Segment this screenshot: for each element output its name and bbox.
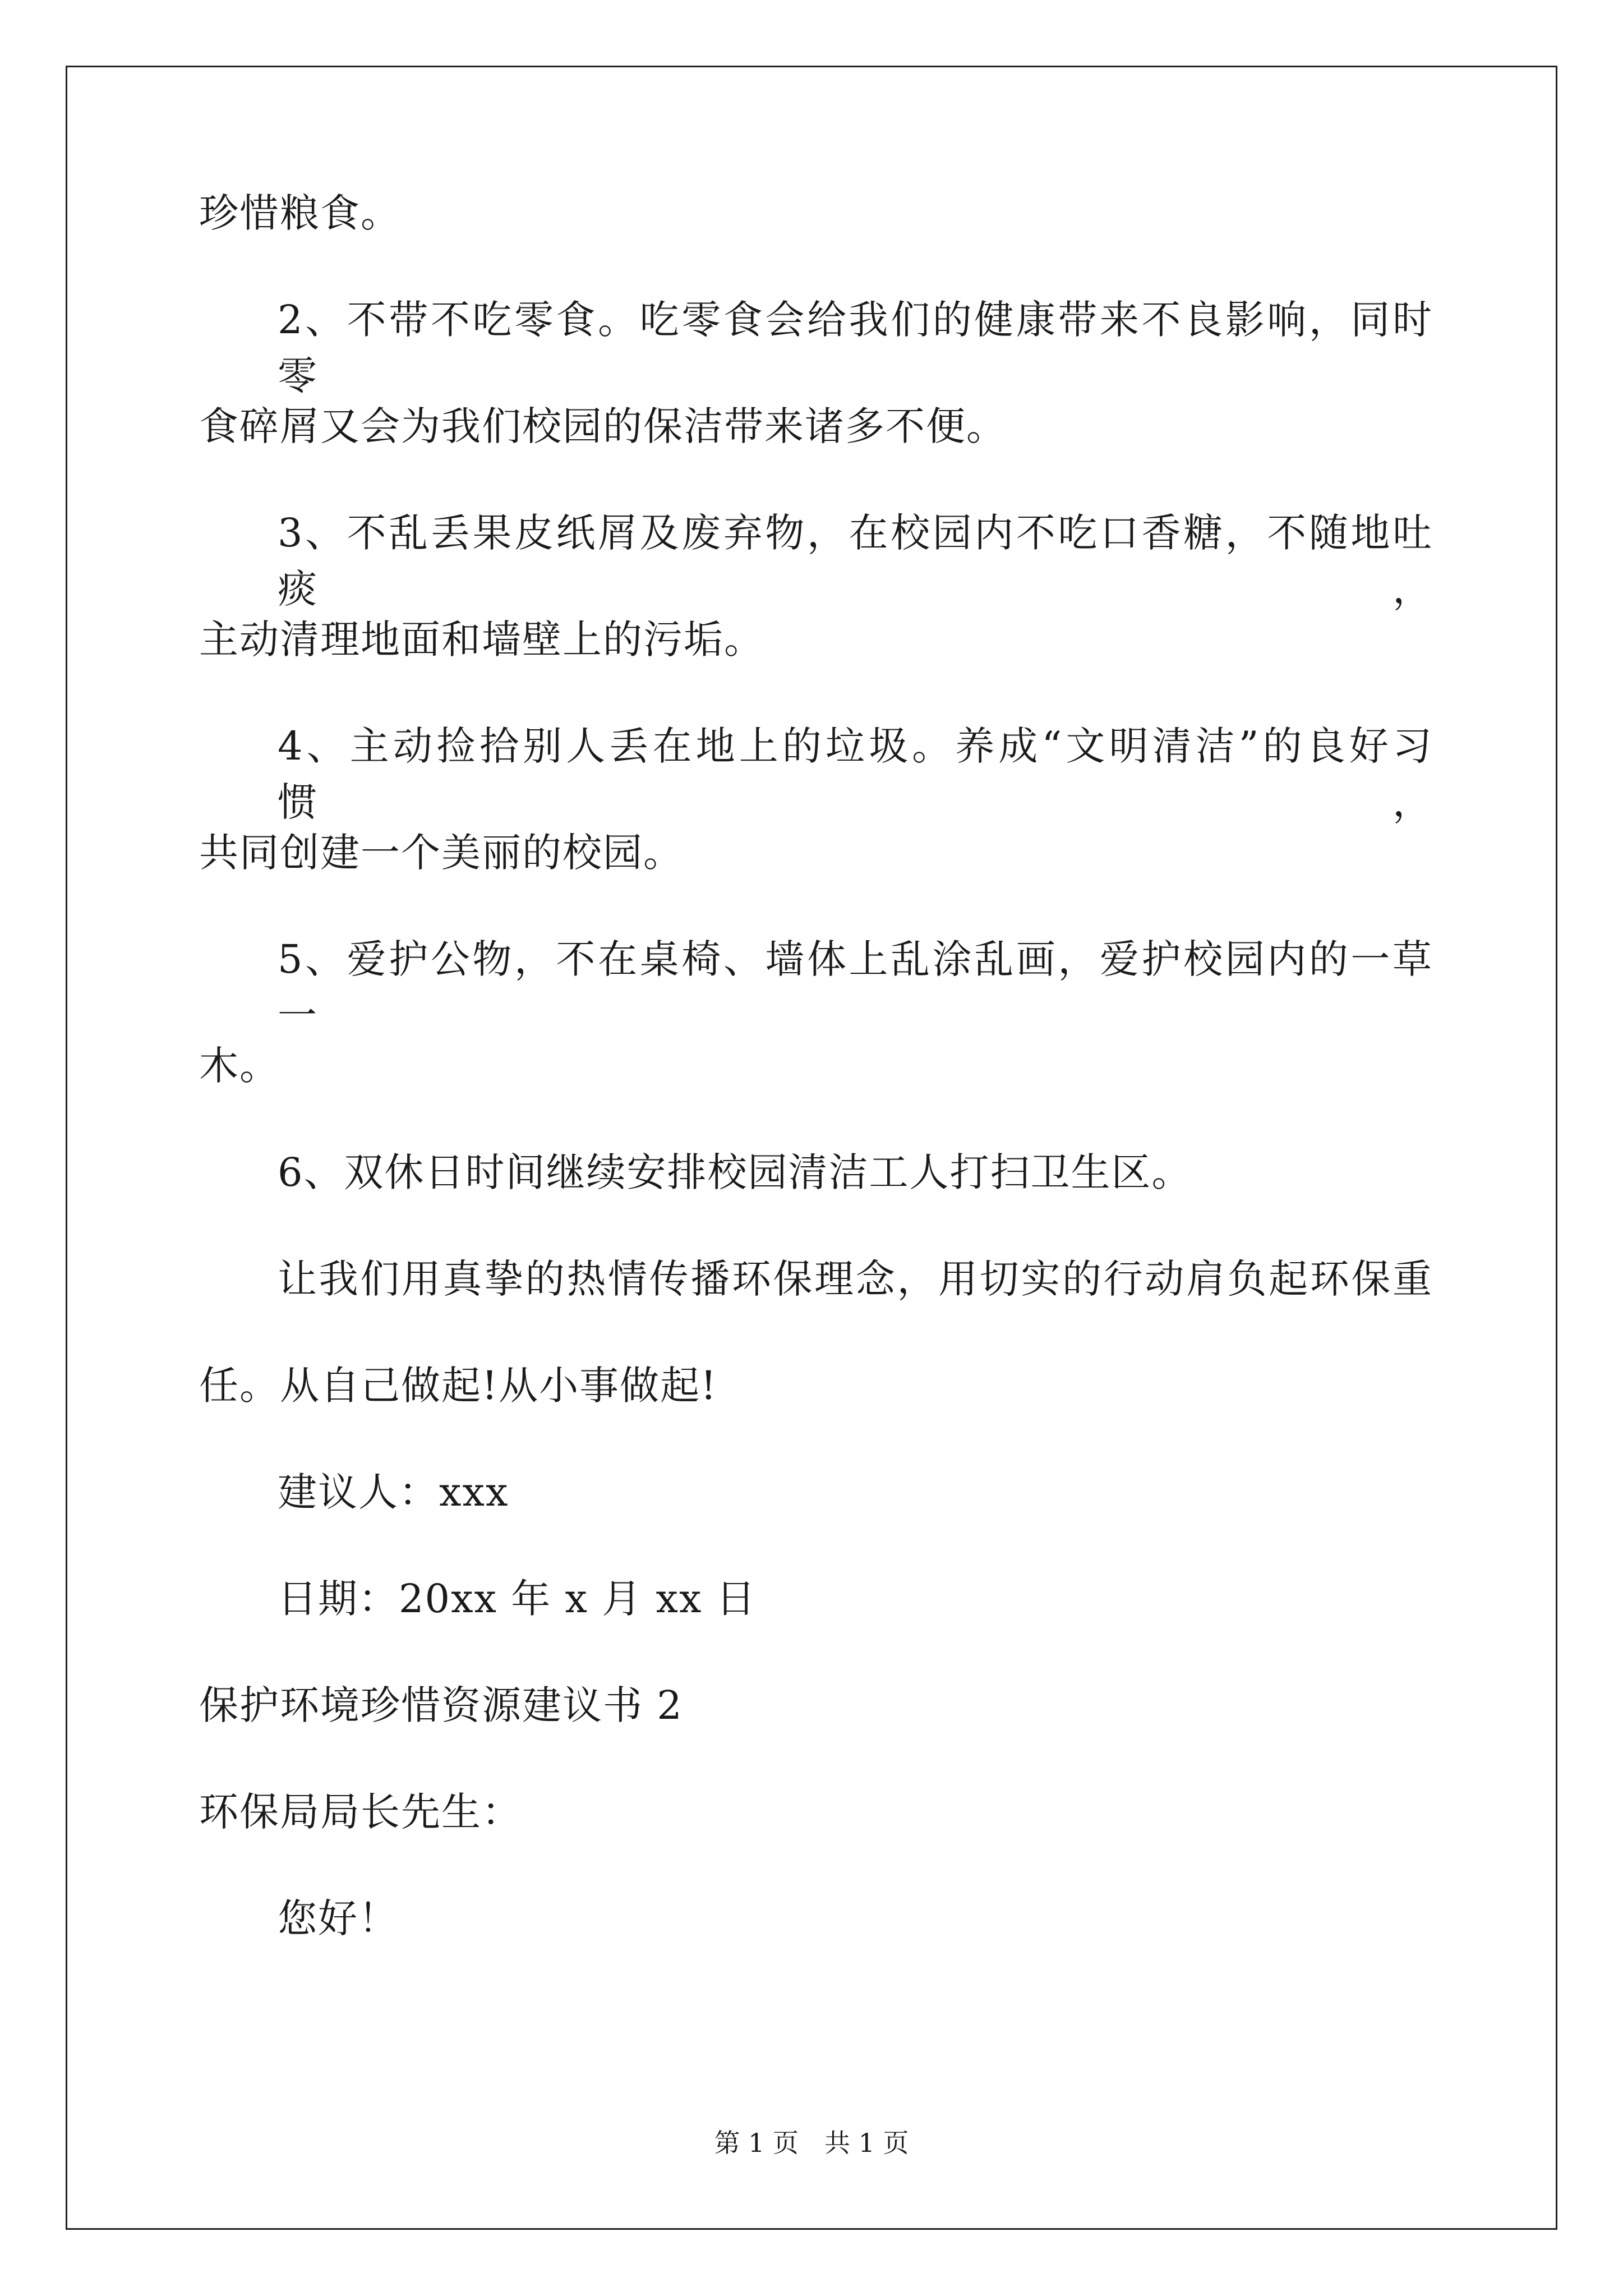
text-line: 建议人：xxx bbox=[278, 1469, 509, 1515]
salutation: 环保局局长先生： bbox=[199, 1789, 522, 1835]
text-line: 让我们用真挚的热情传播环保理念，用切实的行动肩负起环保重 bbox=[278, 1256, 1433, 1302]
text-line: 木。 bbox=[199, 1043, 280, 1089]
text-line: 4、主动捡拾别人丢在地上的垃圾。养成“文明清洁”的良好习惯， bbox=[278, 723, 1433, 825]
text-line: 6、双休日时间继续安排校园清洁工人打扫卫生区。 bbox=[278, 1149, 1192, 1195]
text-line: 主动清理地面和墙壁上的污垢。 bbox=[199, 616, 764, 662]
text-line: 食碎屑又会为我们校园的保洁带来诸多不便。 bbox=[199, 403, 1007, 449]
text-line: 2、不带不吃零食。吃零食会给我们的健康带来不良影响，同时零 bbox=[278, 297, 1433, 399]
greeting: 您好！ bbox=[278, 1895, 399, 1941]
text-line: 5、爱护公物，不在桌椅、墙体上乱涂乱画，爱护校园内的一草一 bbox=[278, 936, 1433, 1038]
section-title: 保护环境珍惜资源建议书 2 bbox=[199, 1682, 683, 1728]
text-line: 3、不乱丢果皮纸屑及废弃物，在校园内不吃口香糖，不随地吐痰， bbox=[278, 510, 1433, 612]
page-number: 第 1 页 共 1 页 bbox=[714, 2128, 909, 2158]
page-footer bbox=[0, 2126, 1623, 2160]
text-line: 任。从自己做起!从小事做起! bbox=[199, 1363, 718, 1409]
text-line: 共同创建一个美丽的校园。 bbox=[199, 830, 684, 876]
text-line: 珍惜粮食。 bbox=[199, 190, 401, 236]
document-body bbox=[199, 185, 1433, 1997]
text-line: 日期：20xx 年 x 月 xx 日 bbox=[278, 1576, 757, 1622]
